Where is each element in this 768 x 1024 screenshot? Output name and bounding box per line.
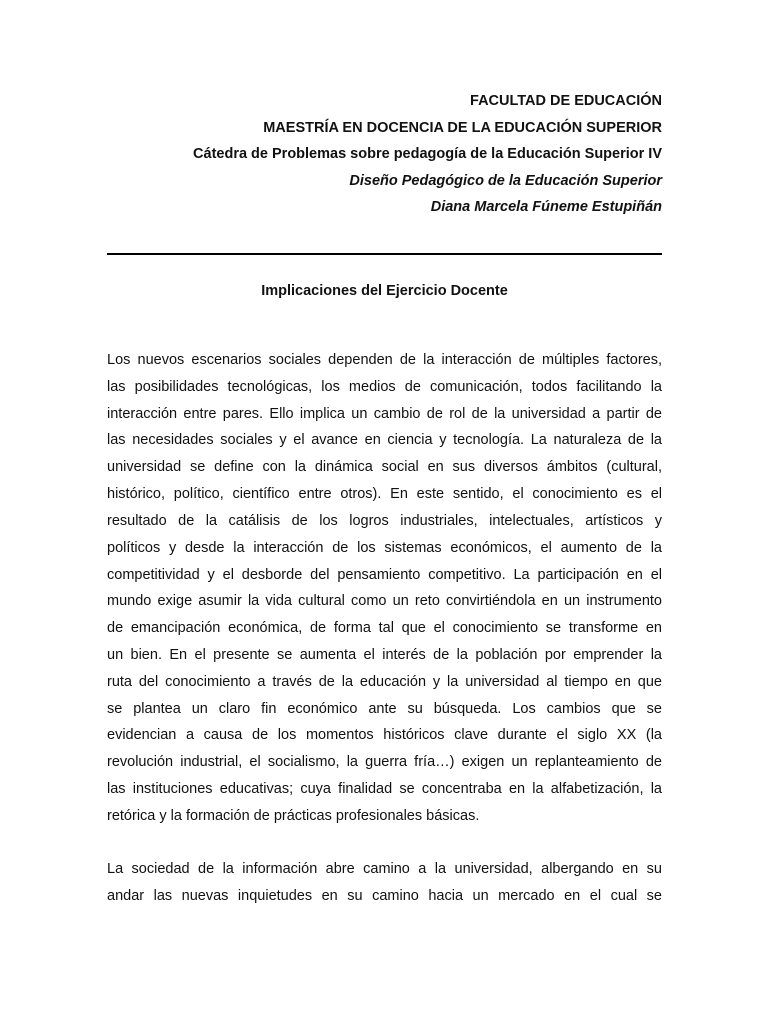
paragraph-line: de emancipación económica, de forma tal que el conocimiento se transforme en — [107, 620, 662, 637]
subject-heading: Diseño Pedagógico de la Educación Superior — [349, 172, 662, 189]
paragraph-line: Los nuevos escenarios sociales dependen de la interacción de múltiples factores, — [107, 352, 662, 368]
paragraph-line: ruta del conocimiento a través de la educación y la universidad al tiempo en que — [107, 673, 662, 690]
paragraph-line: La sociedad de la información abre camino a la universidad, albergando en su — [107, 861, 662, 878]
author-name: Diana Marcela Fúneme Estupiñán — [430, 199, 662, 216]
paragraph-1 — [107, 347, 662, 830]
paragraph-line: andar las nuevas inquietudes en su camino hacia un mercado en el cual se — [107, 888, 662, 905]
paragraph-line: competitividad y el desborde del pensamiento competitivo. La participación en el — [107, 566, 662, 583]
paragraph-line: las posibilidades tecnológicas, los medios de comunicación, todos facilitando la — [107, 378, 662, 395]
paragraph-2 — [107, 856, 662, 910]
paragraph-line: retórica y la formación de prácticas profesionales básicas. — [107, 807, 480, 824]
paragraph-line: evidencian a causa de los momentos históricos clave durante el siglo XX (la — [107, 727, 662, 744]
paragraph-line: las necesidades sociales y el avance en ciencia y tecnología. La naturaleza de la — [107, 432, 662, 449]
course-heading: Cátedra de Problemas sobre pedagogía de la Educación Superior IV — [193, 146, 662, 163]
paragraph-line: universidad se define con la dinámica social en sus diversos ámbitos (cultural, — [107, 459, 662, 476]
paragraph-line: las instituciones educativas; cuya finalidad se concentraba en la alfabetización, la — [107, 781, 662, 797]
document-header — [107, 88, 662, 221]
header-divider — [107, 253, 662, 255]
paragraph-line: interacción entre pares. Ello implica un cambio de rol de la universidad a partir de — [107, 405, 662, 422]
paragraph-line: un bien. En el presente se aumenta el interés de la población por emprender la — [107, 646, 662, 663]
paragraph-line: políticos y desde la interacción de los sistemas económicos, el aumento de la — [107, 539, 662, 556]
paragraph-line: revolución industrial, el socialismo, la guerra fría…) exigen un replanteamiento de — [107, 754, 662, 771]
document-title: Implicaciones del Ejercicio Docente — [261, 283, 508, 299]
paragraph-line: histórico, político, científico entre otros). En este sentido, el conocimiento es el — [107, 486, 662, 503]
paragraph-spacing — [107, 830, 662, 857]
paragraph-line: resultado de la catálisis de los logros industriales, intelectuales, artísticos y — [107, 512, 662, 529]
document-body — [107, 347, 662, 910]
faculty-heading: FACULTAD DE EDUCACIÓN — [470, 93, 662, 109]
program-heading: MAESTRÍA EN DOCENCIA DE LA EDUCACIÓN SUPERIOR — [263, 119, 662, 136]
paragraph-line: mundo exige asumir la vida cultural como un reto convirtiéndola en un instrumento — [107, 593, 662, 610]
paragraph-line: se plantea un claro fin económico ante su búsqueda. Los cambios que se — [107, 700, 662, 717]
